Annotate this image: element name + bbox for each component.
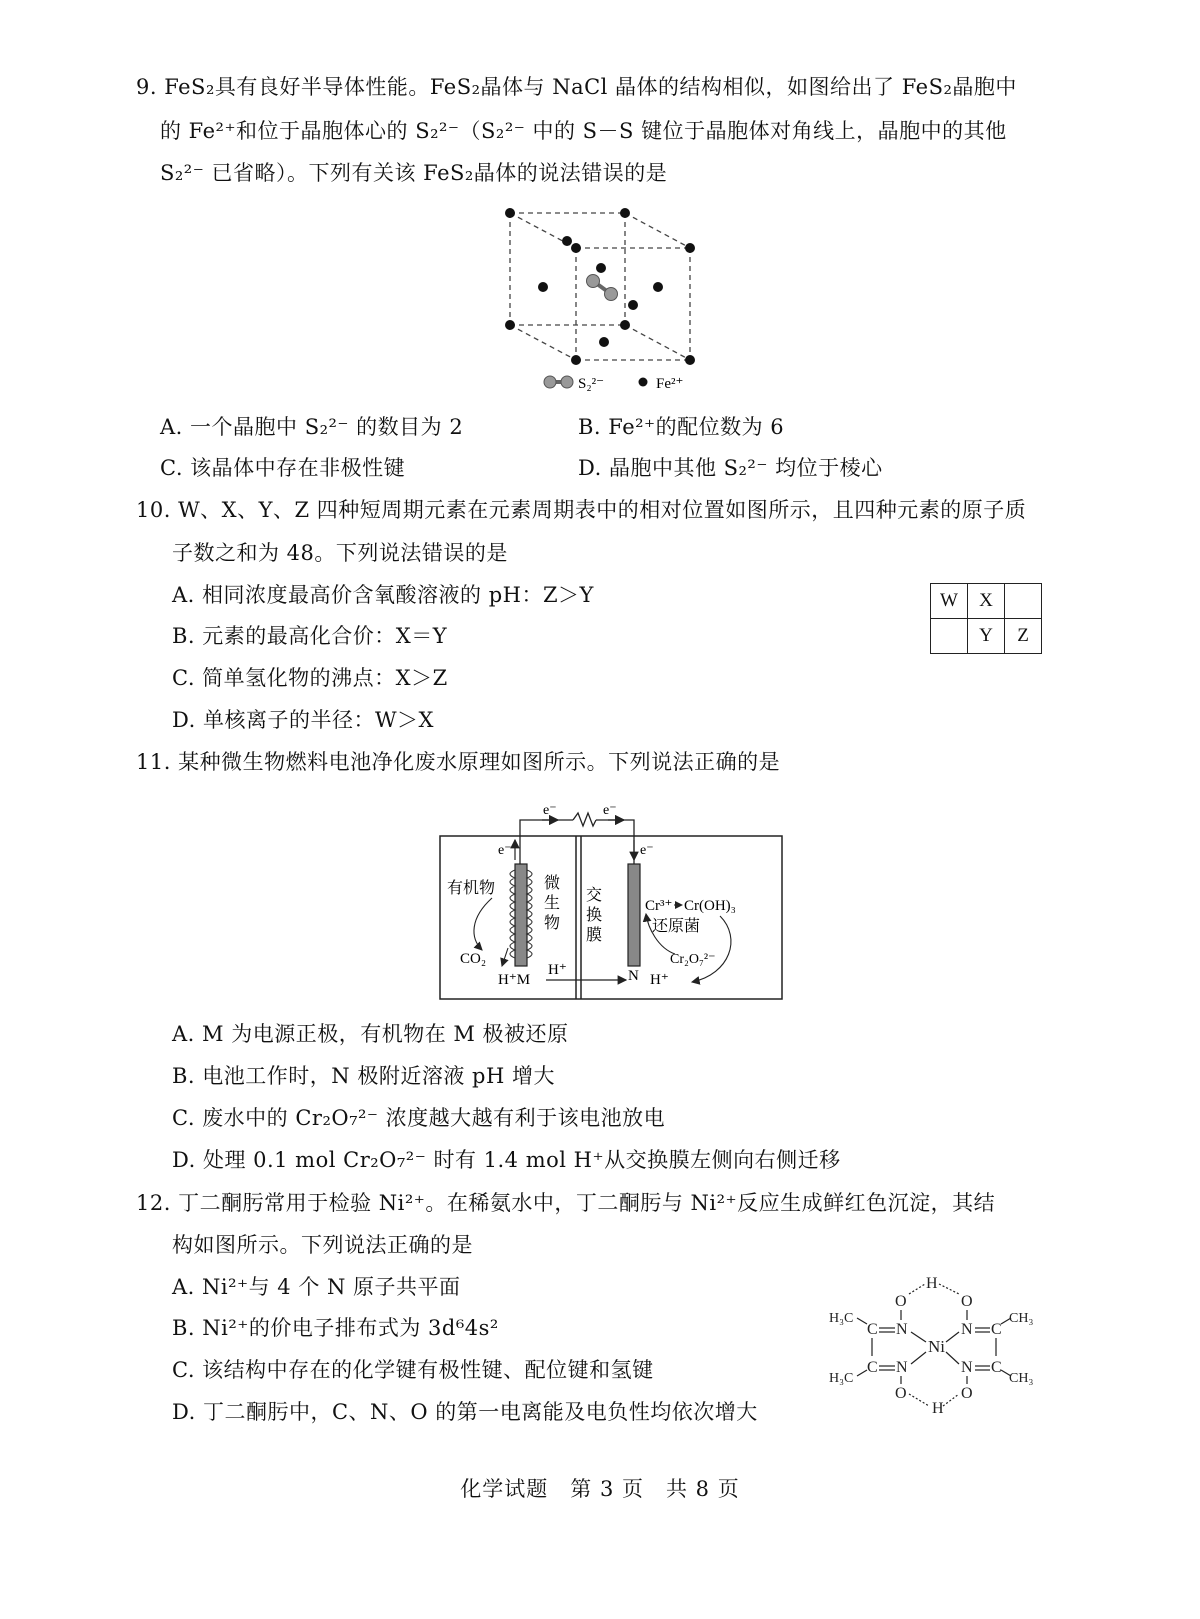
q12-stem-line2: 构如图所示。下列说法正确的是 bbox=[172, 1233, 473, 1257]
legend-s2-icon bbox=[544, 376, 556, 388]
cr2o7-label: Cr₂O₇²⁻ bbox=[670, 952, 716, 967]
q12-option-d: D. 丁二酮肟中，C、N、O 的第一电离能及电负性均依次增大 bbox=[172, 1400, 758, 1424]
methyl-label: CH₃ bbox=[1009, 1371, 1034, 1386]
n-atom-label: N bbox=[896, 1359, 908, 1376]
electrode-n bbox=[628, 864, 640, 966]
legend-s2-label: S₂²⁻ bbox=[578, 376, 604, 392]
q11-option-b: B. 电池工作时，N 极附近溶液 pH 增大 bbox=[172, 1064, 555, 1088]
cell-empty bbox=[931, 619, 968, 654]
n-label: N bbox=[628, 968, 639, 984]
fe-ion bbox=[685, 243, 695, 253]
o-atom-label: O bbox=[961, 1385, 973, 1402]
electron-label: e⁻ bbox=[498, 843, 512, 858]
cell-y: Y bbox=[968, 619, 1005, 654]
resistor-icon bbox=[573, 813, 596, 826]
h-plus-right-label: H⁺ bbox=[650, 972, 669, 988]
c-atom-label: C bbox=[991, 1359, 1002, 1376]
o-atom-label: O bbox=[895, 1385, 907, 1402]
n-atom-label: N bbox=[961, 1359, 973, 1376]
c-atom-label: C bbox=[991, 1321, 1002, 1338]
q10-stem-line2: 子数之和为 48。下列说法错误的是 bbox=[172, 541, 508, 565]
q9-option-a: A. 一个晶胞中 S₂²⁻ 的数目为 2 bbox=[160, 415, 464, 439]
fe-ion bbox=[505, 320, 515, 330]
q9-option-d: D. 晶胞中其他 S₂²⁻ 均位于棱心 bbox=[578, 456, 883, 480]
co2-label: CO₂ bbox=[460, 951, 487, 967]
c-atom-label: C bbox=[867, 1359, 878, 1376]
q11-option-d: D. 处理 0.1 mol Cr₂O₇²⁻ 时有 1.4 mol H⁺从交换膜左侧向右侧迁移 bbox=[172, 1148, 841, 1172]
h-atom-label: H bbox=[932, 1400, 944, 1417]
n-atom-label: N bbox=[961, 1321, 973, 1338]
q9-stem-line2: 的 Fe²⁺和位于晶胞体心的 S₂²⁻（S₂²⁻ 中的 S－S 键位于晶胞体对角线上，晶胞中的其他 bbox=[160, 119, 1007, 143]
nickel-dimethylglyoxime-structure bbox=[825, 1270, 1050, 1420]
cell-container bbox=[440, 836, 782, 999]
c-atom-label: C bbox=[867, 1321, 878, 1338]
cell-w: W bbox=[931, 584, 968, 619]
s-atom bbox=[605, 288, 618, 301]
fe-ion bbox=[562, 236, 572, 246]
q9-stem-line1: 9. FeS₂具有良好半导体性能。FeS₂晶体与 NaCl 晶体的结构相似，如图给出了 FeS₂晶胞中 bbox=[136, 75, 1017, 99]
q12-option-b: B. Ni²⁺的价电子排布式为 3d⁶4s² bbox=[172, 1316, 499, 1340]
legend-fe-icon bbox=[639, 378, 648, 387]
fuel-cell-figure bbox=[430, 788, 790, 1003]
n-atom-label: N bbox=[896, 1321, 908, 1338]
cr3-label: Cr³⁺ bbox=[645, 898, 673, 914]
electron-label: e⁻ bbox=[543, 803, 557, 818]
fe-ion bbox=[685, 355, 695, 365]
reducing-bacteria-label: 还原菌 bbox=[652, 918, 701, 935]
q10-option-a: A. 相同浓度最高价含氧酸溶液的 pH：Z＞Y bbox=[172, 583, 594, 607]
methyl-label: H₃C bbox=[829, 1311, 854, 1326]
organic-matter-label: 有机物 bbox=[447, 880, 496, 897]
s-atom bbox=[587, 275, 600, 288]
methyl-label: H₃C bbox=[829, 1371, 854, 1386]
periodic-position-table bbox=[930, 583, 1042, 654]
q9-stem-line3: S₂²⁻ 已省略）。下列有关该 FeS₂晶体的说法错误的是 bbox=[160, 161, 668, 185]
h-m-label: H⁺M bbox=[498, 972, 531, 988]
o-atom-label: O bbox=[961, 1293, 973, 1310]
electrode-m bbox=[515, 864, 527, 966]
h-atom-label: H bbox=[926, 1275, 938, 1292]
fes2-unit-cell-figure bbox=[490, 198, 720, 398]
q10-option-c: C. 简单氢化物的沸点：X＞Z bbox=[172, 666, 448, 690]
ni-atom-label: Ni bbox=[928, 1337, 945, 1356]
fe-ion bbox=[596, 263, 606, 273]
fe-ion bbox=[599, 337, 609, 347]
h-plus-label: H⁺ bbox=[548, 962, 567, 978]
electron-label: e⁻ bbox=[603, 803, 617, 818]
cell-empty bbox=[1005, 584, 1042, 619]
croh3-label: Cr(OH)₃ bbox=[684, 898, 736, 914]
fe-ion bbox=[505, 208, 515, 218]
cell-z: Z bbox=[1005, 619, 1042, 654]
fe-ion bbox=[538, 282, 548, 292]
o-atom-label: O bbox=[895, 1293, 907, 1310]
microbe-label: 微生物 bbox=[544, 875, 561, 932]
q10-option-d: D. 单核离子的半径：W＞X bbox=[172, 708, 434, 732]
q12-option-a: A. Ni²⁺与 4 个 N 原子共平面 bbox=[172, 1275, 461, 1299]
fe-ion bbox=[571, 243, 581, 253]
electron-label: e⁻ bbox=[640, 843, 654, 858]
page-footer: 化学试题 第 3 页 共 8 页 bbox=[460, 1477, 740, 1501]
q12-stem-line1: 12. 丁二酮肟常用于检验 Ni²⁺。在稀氨水中，丁二酮肟与 Ni²⁺反应生成鲜红色沉淀，其结 bbox=[136, 1191, 996, 1215]
q11-option-c: C. 废水中的 Cr₂O₇²⁻ 浓度越大越有利于该电池放电 bbox=[172, 1106, 666, 1130]
membrane-label: 交换膜 bbox=[586, 887, 603, 944]
q9-option-b: B. Fe²⁺的配位数为 6 bbox=[578, 415, 785, 439]
legend-fe-label: Fe²⁺ bbox=[656, 376, 684, 392]
fe-ion bbox=[620, 320, 630, 330]
cell-x: X bbox=[968, 584, 1005, 619]
q9-option-c: C. 该晶体中存在非极性键 bbox=[160, 456, 406, 480]
methyl-label: CH₃ bbox=[1009, 1311, 1034, 1326]
q10-option-b: B. 元素的最高化合价：X＝Y bbox=[172, 624, 448, 648]
q11-stem: 11. 某种微生物燃料电池净化废水原理如图所示。下列说法正确的是 bbox=[136, 750, 781, 774]
q11-option-a: A. M 为电源正极，有机物在 M 极被还原 bbox=[172, 1022, 569, 1046]
q12-option-c: C. 该结构中存在的化学键有极性键、配位键和氢键 bbox=[172, 1358, 654, 1382]
fe-ion bbox=[571, 355, 581, 365]
fe-ion bbox=[620, 208, 630, 218]
fe-ion bbox=[653, 282, 663, 292]
fe-ion bbox=[628, 300, 638, 310]
q10-stem-line1: 10. W、X、Y、Z 四种短周期元素在元素周期表中的相对位置如图所示，且四种元素的原子质 bbox=[136, 498, 1027, 522]
